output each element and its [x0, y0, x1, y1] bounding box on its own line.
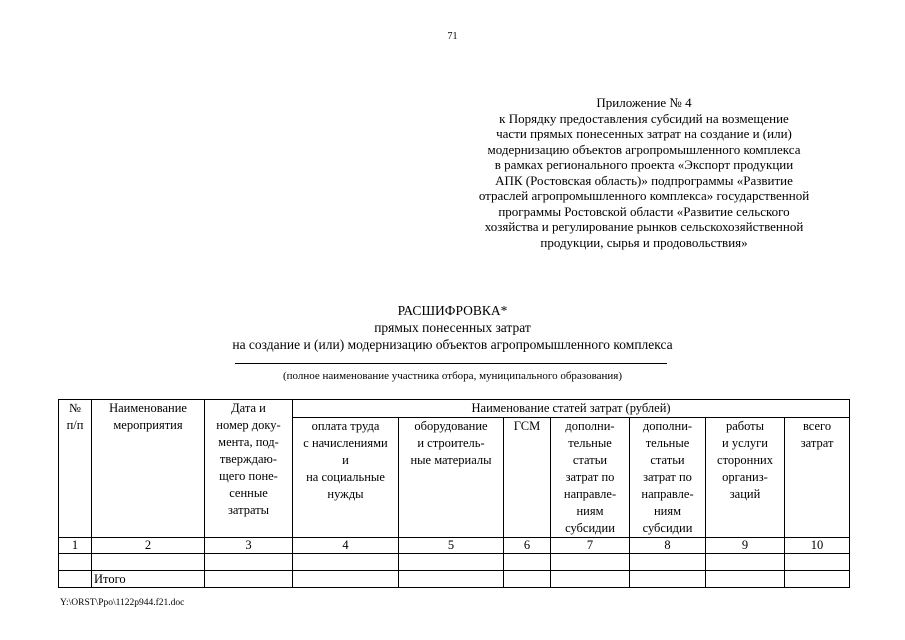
- table-cell: [59, 554, 92, 571]
- document-title: РАСШИФРОВКА*: [397, 303, 508, 318]
- header-cell-equipment: оборудование и строитель- ные материалы: [399, 418, 504, 538]
- header-cell-additional-1: дополни- тельные статьи затрат по направле- ниям субсидии: [551, 418, 630, 538]
- table-cell: [706, 554, 785, 571]
- table-row-empty: [59, 554, 850, 571]
- appendix-line: модернизацию объектов агропромышленного комплекса: [487, 141, 801, 157]
- table-cell: [205, 554, 293, 571]
- number-cell: 6: [504, 538, 551, 554]
- table-cell: [551, 571, 630, 588]
- appendix-line: в рамках регионального проекта «Экспорт продукции: [494, 157, 794, 172]
- header-cell-services: работы и услуги сторонних организ- заций: [706, 418, 785, 538]
- number-cell: 4: [293, 538, 399, 554]
- table-number-row: [59, 538, 850, 554]
- appendix-line: отраслей агропромышленного комплекса» государственной: [478, 188, 810, 203]
- appendix-line: продукции, сырья и продовольствия»: [540, 234, 748, 250]
- number-cell: 10: [785, 538, 850, 554]
- participant-note: (полное наименование участника отбора, муниципального образования): [282, 370, 623, 382]
- appendix-line: хозяйства и регулирование рынков сельскохозяйственной: [484, 219, 804, 234]
- table-cell: [399, 554, 504, 571]
- header-cell-cost-group: Наименование статей затрат (рублей): [293, 400, 850, 418]
- number-cell: 1: [59, 538, 92, 554]
- number-cell: 9: [706, 538, 785, 554]
- table-cell: [706, 571, 785, 588]
- number-cell: 5: [399, 538, 504, 554]
- appendix-line: программы Ростовской области «Развитие сельского: [498, 203, 790, 219]
- file-path-footer: Y:\ORST\Ppo\1122p944.f21.doc: [60, 598, 185, 608]
- cost-breakdown-table: [58, 399, 850, 588]
- table-cell: [504, 571, 551, 588]
- appendix-title: Приложение № 4: [596, 95, 692, 110]
- header-cell-fuel: ГСМ: [504, 418, 551, 538]
- appendix-block: [444, 95, 844, 250]
- header-cell-total-costs: всего затрат: [785, 418, 850, 538]
- table-cell: [785, 554, 850, 571]
- header-cell-event-name: Наименование мероприятия: [92, 400, 205, 538]
- participant-name-blank: [235, 363, 667, 364]
- header-cell-number: № п/п: [59, 400, 92, 538]
- number-cell: 7: [551, 538, 630, 554]
- table-row-total: [59, 571, 850, 588]
- table-header-row: [59, 400, 850, 418]
- table-cell: [59, 571, 92, 588]
- number-cell: 3: [205, 538, 293, 554]
- document-heading: [0, 302, 905, 353]
- page-number: 71: [447, 31, 458, 42]
- document-subtitle: на создание и (или) модернизацию объектов агропромышленного комплекса: [232, 337, 673, 352]
- appendix-line: части прямых понесенных затрат на создание и (или): [496, 126, 792, 141]
- header-cell-additional-2: дополни- тельные статьи затрат по направле- ниям субсидии: [630, 418, 706, 538]
- table-cell: [293, 571, 399, 588]
- document-subtitle: прямых понесенных затрат: [374, 320, 531, 335]
- header-cell-labor: оплата труда с начислениями и на социальные нужды: [293, 418, 399, 538]
- table-cell: [92, 554, 205, 571]
- table-cell: [293, 554, 399, 571]
- appendix-line: АПК (Ростовская область)» подпрограммы «Развитие: [495, 172, 793, 188]
- table-cell: [630, 554, 706, 571]
- table-cell: [551, 554, 630, 571]
- total-label: Итого: [92, 571, 205, 588]
- number-cell: 8: [630, 538, 706, 554]
- number-cell: 2: [92, 538, 205, 554]
- table-cell: [630, 571, 706, 588]
- appendix-line: к Порядку предоставления субсидий на возмещение: [499, 110, 789, 126]
- table-cell: [504, 554, 551, 571]
- table-cell: [785, 571, 850, 588]
- table-cell: [205, 571, 293, 588]
- header-cell-document: Дата и номер доку- мента, под- тверждаю- щего поне- сенные затраты: [205, 400, 293, 538]
- table-cell: [399, 571, 504, 588]
